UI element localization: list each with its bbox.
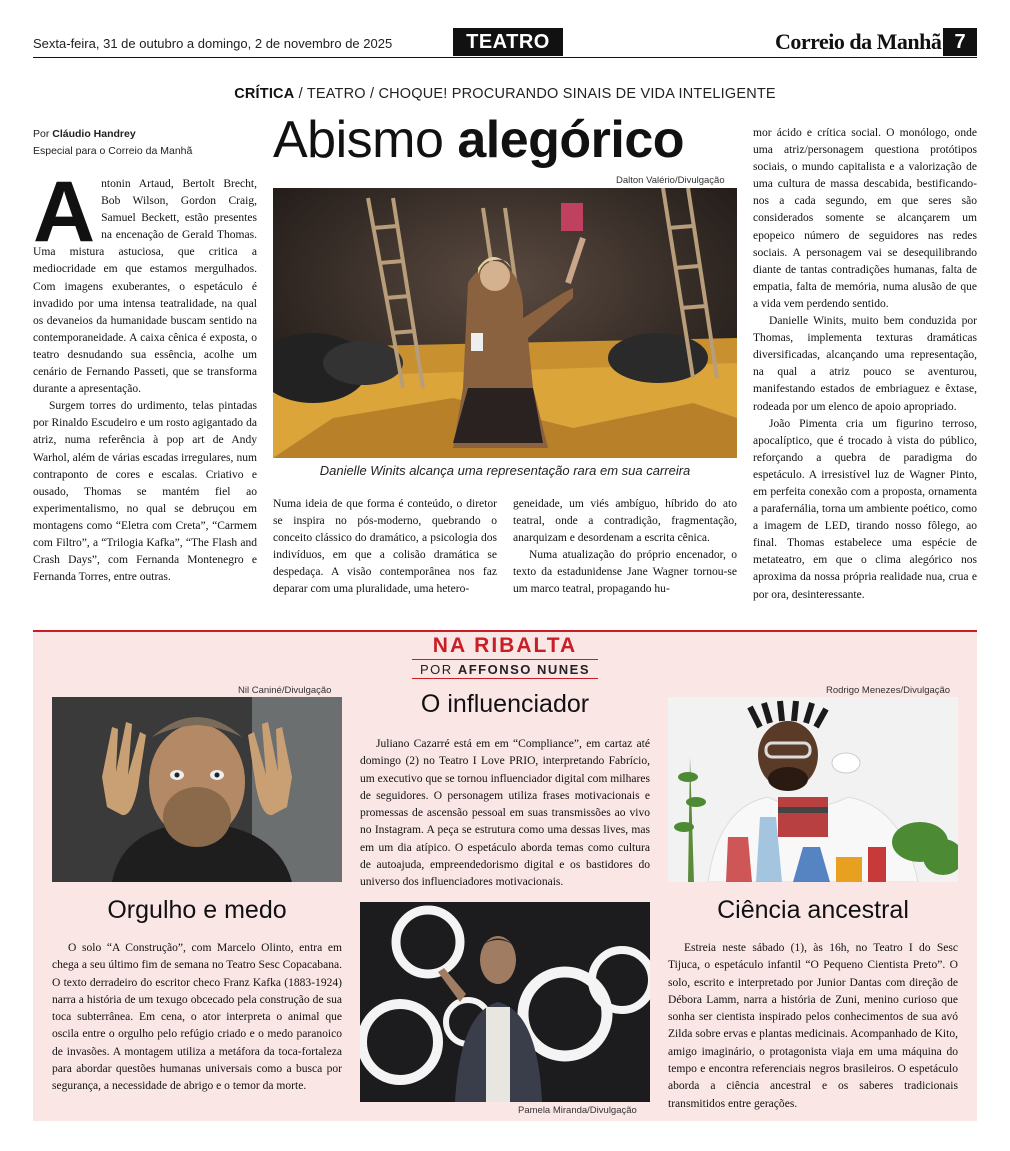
article-paragraph: Danielle Winits, muito bem conduzida por Thomas, implementa texturas dramáticas diversificadas, alcançando uma representação, na qual a atriz pouco se aventurou, manifestando estados de embriaguez e êxtase, rodeada por um elenco de apoio apropriado.: [753, 315, 977, 413]
box-byline-prefix: POR: [420, 662, 458, 677]
headline-bold: alegórico: [457, 111, 685, 169]
article-kicker: [33, 86, 977, 102]
article-paragraph: Numa atualização do próprio encenador, o texto da estadunidense Jane Wagner tornou-se um marco teatral, propagando hu-: [513, 549, 737, 596]
box-title-rule: [412, 659, 598, 660]
box-byline-author: AFFONSO NUNES: [457, 662, 590, 677]
box-byline: [412, 662, 598, 678]
byline-role: Especial para o Correio da Manhã: [33, 145, 193, 157]
right-photo-credit: Rodrigo Menezes/Divulgação: [826, 685, 951, 696]
header-rule: [33, 57, 977, 58]
article-column-3: [513, 496, 737, 599]
left-story-heading: Orgulho e medo: [107, 896, 287, 924]
headline-light: Abismo: [273, 111, 458, 169]
article-text: ntonin Artaud, Bertolt Brecht, Bob Wilson, Gordon Craig, Samuel Beckett, estão presentes na encenação de Gerald Thomas. Uma mistura astuciosa, que critica a mediocridade em que estamos mergulhados. Com imagens exuberantes, o espetáculo é invadido por uma intensa teatralidade, na qual os devaneios da humanidade buscam sentido na contemporaneidade. A caixa cênica é exposta, o teatro desnudando sua essência, acolhe um cenário de Fernando Passeti, que se transforma durante a apresentação.: [33, 178, 257, 396]
article-column-1: [33, 164, 257, 586]
actor-portrait-image: [52, 697, 342, 882]
center-photo: [360, 902, 650, 1102]
right-photo: [668, 697, 958, 882]
drop-cap: A: [33, 164, 96, 260]
kicker-path: / TEATRO / CHOQUE! PROCURANDO SINAIS DE VIDA INTELIGENTE: [294, 86, 776, 102]
center-photo-credit: Pamela Miranda/Divulgação: [518, 1105, 637, 1116]
left-story-paragraph: O solo “A Construção”, com Marcelo Olinto, entra em chega a seu último fim de semana no Teatro Sesc Copacabana. O texto derradeiro do escritor checo Franz Kafka (1883-1924) narra a história de um texugo obcecado pela construção de sua toca subterrânea. Em cena, o ator interpreta o animal que oscila entre o orgulho pelo refúgio criado e o medo paranoico de invasões. A montagem utiliza a metáfora da toca-fortaleza para abordar questões humanas universais como a busca por segurança, a necessidade de abrigo e o temor da morte.: [52, 942, 342, 1093]
issue-date: Sexta-feira, 31 de outubro a domingo, 2 de novembro de 2025: [33, 36, 393, 51]
left-photo: [52, 697, 342, 882]
byline: [33, 126, 192, 160]
article-paragraph: Numa ideia de que forma é conteúdo, o diretor se inspira no pós-moderno, quebrando o conceito clássico do dramático, a psicologia dos indivíduos, em que a colisão dramática se despedaça. A visão contemporânea nos faz deparar com uma pluralidade, uma hetero-: [273, 498, 497, 596]
ring-lights-image: [360, 902, 650, 1102]
right-story-paragraph: Estreia neste sábado (1), às 16h, no Teatro I do Sesc Tijuca, o espetáculo infantil “O Pequeno Cientista Preto”. O solo, escrito e interpretado por Junior Dantas com direção de Débora Lamm, narra a história de Zuni, menino curioso que sonha ser cientista inspirado pelos conhecimentos de sua avó Zilda sobre ervas e plantas medicinais. Acompanhado de Kito, amigo imaginário, o protagonista viaja em uma máquina do tempo e encontra referenciais negros brasileiros. O espetáculo aborda a ciência ancestral e os saberes tradicionais transmitidos entre gerações.: [668, 942, 958, 1110]
main-photo-caption: Danielle Winits alcança uma representação rara em sua carreira: [319, 463, 691, 478]
main-photo-credit: Dalton Valério/Divulgação: [616, 175, 725, 186]
left-photo-credit: Nil Caniné/Divulgação: [238, 685, 332, 696]
box-byline-rule: [412, 678, 598, 679]
article-paragraph: João Pimenta cria um figurino terroso, apocalíptico, que é trocado à vista do público, reforçando a quebra de paradigma do espetáculo. A irresistível luz de Wagner Pinto, em perfeita conexão com a proposta, ornamenta a parafernália, torna um ambiente poético, como a imagem de LED, tirando nosso fôlego, ao final. Thomas estabelece uma espécie de metateatro, em que o clima alegórico nos aproxima da nossa própria realidade nua, crua e por ora, desinteressante.: [753, 417, 977, 601]
right-story-text: [668, 940, 958, 1113]
article-paragraph: Surgem torres do urdimento, telas pintadas por Rinaldo Escudeiro e um rosto agigantado da atriz, numa referência à pop art de Andy Warhol, além de várias escadas irregulares, num contraponto de cores e escalas. Criativo e ousado, Thomas se mantém fiel ao experimentalismo, no qual se debruçou em montagens como “Eletra com Creta”, “Carmem com Filtro”, a “Trilogia Kafka”, “The Flash and Crash Days”, com Fernanda Montenegro e Fernanda Torres, entre outras.: [33, 400, 257, 584]
article-paragraph: geneidade, um viés ambíguo, híbrido do ato teatral, onde a contradição, fragmentação, anarquizam e desordenam a escrita cênica.: [513, 498, 737, 545]
byline-prefix: Por: [33, 128, 53, 140]
page-header: [33, 28, 977, 58]
left-story-text: [52, 940, 342, 1096]
center-story-paragraph: Juliano Cazarré está em em “Compliance”, em cartaz até domingo (2) no Teatro I Love PRIO, interpretando Fabrício, um executivo que se tornou influenciador digital com milhares de seguidores. O personagem utiliza frases motivacionais e promessas de ascensão pessoal em suas transmissões ao vivo no Instagram. A peça se estrutura como uma dessas lives, mas em um dia atípico. O espetáculo aborda temas como cultura de autoajuda, empreendedorismo digital e os bastidores do universo dos influenciadores motivacionais.: [360, 738, 650, 889]
article-paragraph: mor ácido e crítica social. O monólogo, onde uma atriz/personagem questiona protótipos sociais, o mundo capitalista e a valorização de uma cultura de massa descabida, bestificando-nos a cada segundo, em que seres são considerados somente se alcançarem um epopeico número de seguidores nas redes sociais. A personagem vai se desequilibrando diante de tantas contradições humanas, falta de empatia, falta de memória, numa alusão de que a vida vem perdendo sentido.: [753, 127, 977, 310]
page-number: 7: [943, 28, 977, 56]
newspaper-brand: Correio da Manhã: [775, 29, 942, 54]
young-scientist-image: [668, 697, 958, 882]
right-story-heading: Ciência ancestral: [717, 896, 909, 924]
main-photo: [273, 188, 737, 458]
byline-author: Cláudio Handrey: [52, 128, 136, 140]
section-label: TEATRO: [453, 28, 563, 56]
stage-photo-image: [273, 188, 737, 458]
center-story-text: [360, 736, 650, 892]
box-title: NA RIBALTA: [432, 634, 578, 657]
center-story-heading: O influenciador: [420, 690, 590, 718]
article-paragraph: [33, 164, 257, 398]
article-column-2: [273, 496, 497, 599]
headline: [273, 108, 737, 172]
kicker-category: CRÍTICA: [234, 86, 295, 102]
article-column-4: [753, 125, 977, 604]
